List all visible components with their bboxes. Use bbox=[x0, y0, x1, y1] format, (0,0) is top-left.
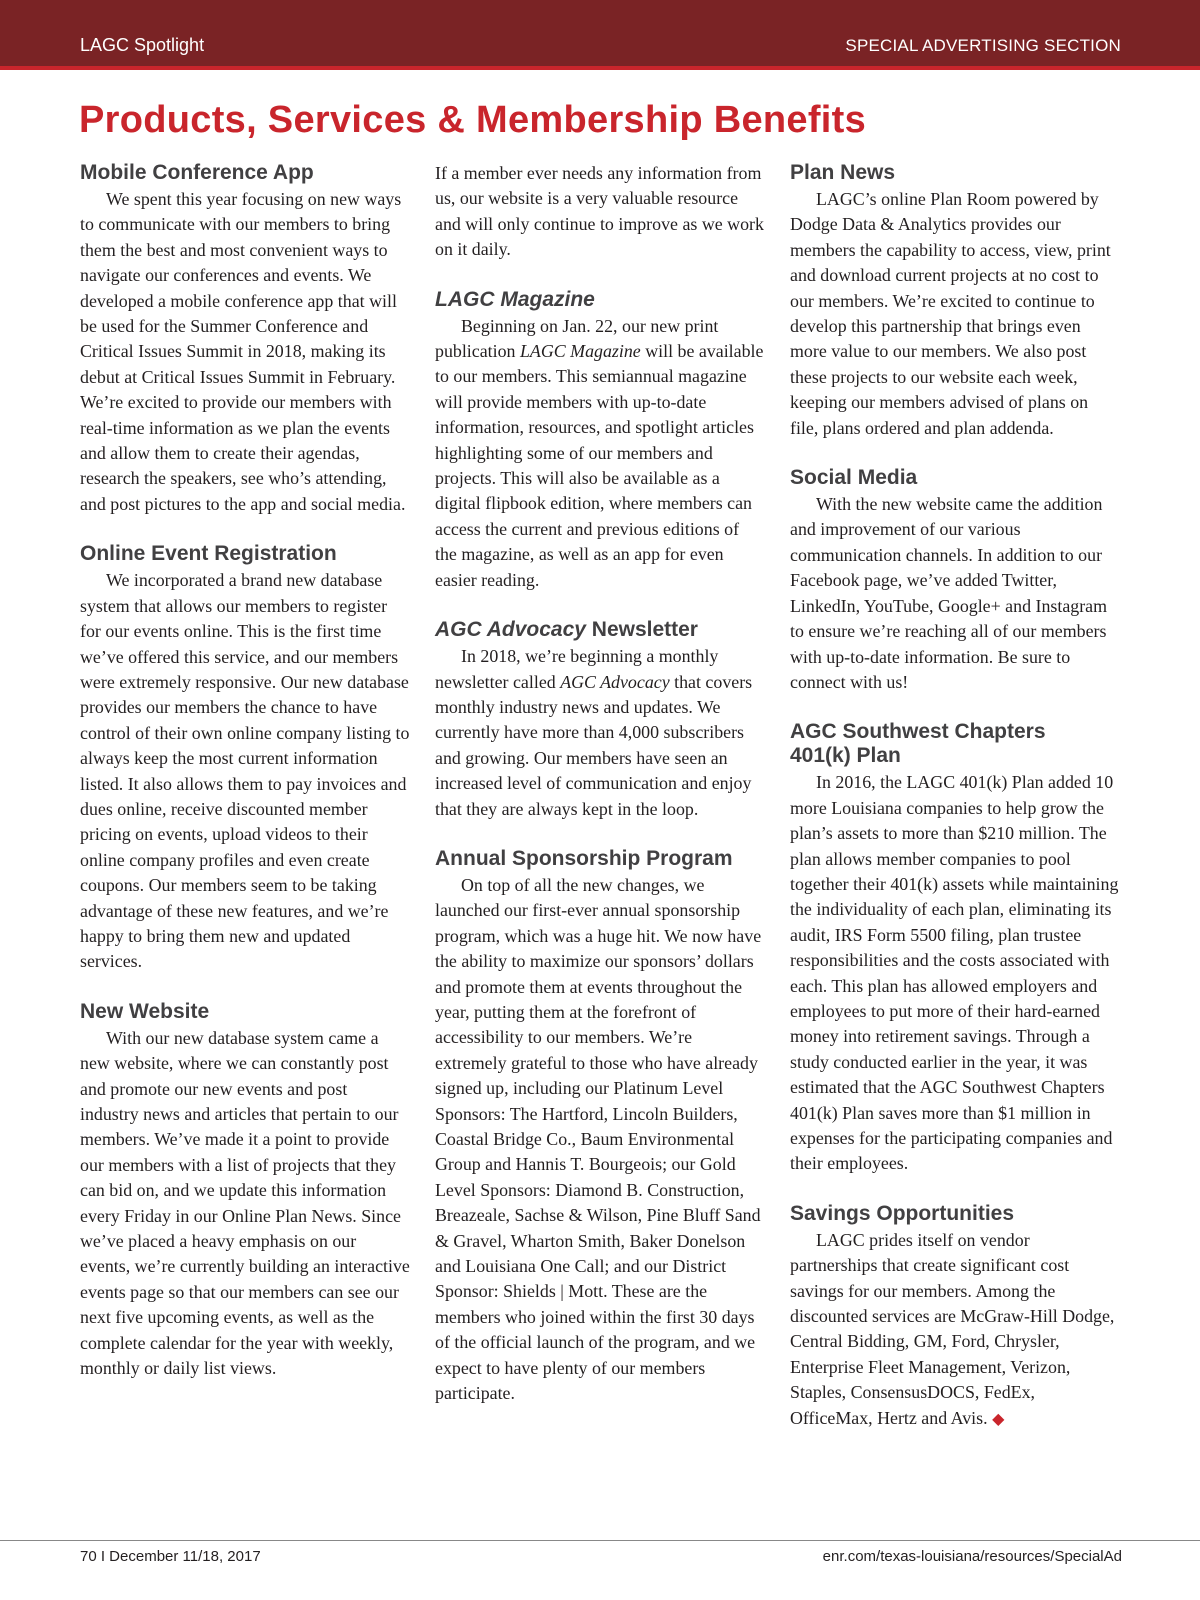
column-middle bbox=[435, 161, 765, 1406]
plan-401k-heading: AGC Southwest Chapters 401(k) Plan bbox=[790, 720, 1046, 768]
newsletter-body-part1: In 2018, we’re beginning a monthly newsletter called bbox=[435, 646, 719, 692]
advertising-label: SPECIAL ADVERTISING SECTION bbox=[845, 36, 1121, 55]
mobile-app-body: We spent this year focusing on new ways to communicate with our members to bring them the best and most convenient ways to navigate our conferences and events. We developed a mobile conference app that will be used for the Summer Conference and Critical Issues Summit in 2018, making its debut at Critical Issues Summit in February. We’re excited to provide our members with real-time information as we plan the events and allow them to create their agendas, research the speakers, see who’s attending, and post pictures to the app and social media. bbox=[80, 189, 406, 514]
new-website-body: With our new database system came a new website, where we can constantly post and promote our new events and post industry news and articles that pertain to our members. We’ve made it a point to provide our members with a list of projects that they can bid on, and we update this information every Friday in our Online Plan News. Since we’ve placed a heavy emphasis on our events, we’re currently building an interactive events page so that our members can see our next five upcoming events, as well as the complete calendar for the year with weekly, monthly or daily list views. bbox=[80, 1027, 410, 1379]
end-mark-icon: ◆ bbox=[992, 1410, 1005, 1428]
newsletter-body-part2: that covers monthly industry news and updates. We currently have more than 4,000 subscribers and growing. Our members have seen an increased level of communication and enjoy that they are always kept in the loop. bbox=[435, 671, 753, 819]
column-left bbox=[80, 161, 410, 1381]
magazine-body bbox=[435, 314, 765, 593]
sponsorship-heading: Annual Sponsorship Program bbox=[435, 846, 733, 870]
online-registration-body: We incorporated a brand new database system that allows our members to register for our events online. This is the first time we’ve offered this service, and our members were extremely responsive. Our new database provides our members the chance to have control of their own online company listing to always keep the most current information listed. It also allows them to pay invoices and dues online, receive discounted member pricing on events, upload videos to their online company profiles and even create coupons. Our members seem to be taking advantage of these new features, and we’re happy to bring them new and updated services. bbox=[80, 570, 410, 972]
plan-401k-body: In 2016, the LAGC 401(k) Plan added 10 more Louisiana companies to help grow the plan’s assets to more than $210 million. The plan allows member companies to pool together their 401(k) assets while maintaining the individuality of each plan, eliminating its audit, IRS Form 5500 filing, plan trustee responsibilities and the costs associated with each. This plan has allowed employers and employees to put more of their hard-earned money into retirement savings. Through a study conducted earlier in the year, it was estimated that the AGC Southwest Chapters 401(k) Plan saves more than $1 million in expenses for the participating companies and their employees. bbox=[790, 772, 1119, 1174]
savings-body bbox=[790, 1228, 1120, 1432]
magazine-body-part2: will be available to our members. This semiannual magazine will provide members with up-to-date information, resources, and spotlight articles highlighting some of our members and projects. This will also be available as a digital flipbook edition, where members can access the current and previous editions of the magazine, as well as an app for even easier reading. bbox=[435, 341, 764, 590]
footer-url: enr.com/texas-louisiana/resources/SpecialAd bbox=[822, 1548, 1122, 1565]
header-divider bbox=[0, 66, 1200, 70]
mobile-app-heading: Mobile Conference App bbox=[80, 161, 314, 184]
savings-body-text: LAGC prides itself on vendor partnerships that create significant cost savings for our members. Among the discounted services are McGraw-Hill Dodge, Central Bidding, GM, Ford, Chrysler, Enterprise Fleet Management, Verizon, Staples, ConsensusDOCS, FedEx, OfficeMax, Hertz and Avis. bbox=[790, 1229, 1115, 1428]
magazine-heading-text: LAGC Magazine bbox=[435, 287, 595, 311]
section-label: LAGC Spotlight bbox=[80, 35, 205, 55]
sponsorship-body: On top of all the new changes, we launched our first-ever annual sponsorship program, which was a huge hit. We now have the ability to maximize our sponsors’ dollars and promote them at events throughout the year, putting them at the forefront of accessibility to our members. We’re extremely grateful to those who have already signed up, including our Platinum Level Sponsors: The Hartford, Lincoln Builders, Coastal Bridge Co., Baum Environmental Group and Hannis T. Bourgeois; our Gold Level Sponsors: Diamond B. Construction, Breazeale, Sachse & Wilson, Pine Bluff Sand & Gravel, Wharton Smith, Baker Donelson and Louisiana One Call; and our District Sponsor: Shields | Mott. These are the members who joined within the first 30 days of the official launch of the program, and we expect to have plenty of our members participate. bbox=[435, 874, 762, 1404]
newsletter-heading-italic: AGC Advocacy bbox=[435, 618, 586, 642]
savings-heading: Savings Opportunities bbox=[790, 1201, 1015, 1225]
newsletter-body bbox=[435, 644, 765, 822]
social-media-body: With the new website came the addition and improvement of our various communication channels. In addition to our Facebook page, we’ve added Twitter, LinkedIn, YouTube, Google+ and Instagram to ensure we’re reaching all of our members with up-to-date information. Be sure to connect with us! bbox=[790, 494, 1108, 692]
magazine-heading bbox=[435, 288, 765, 312]
magazine-body-part1: Beginning on Jan. 22, our new print publication bbox=[435, 315, 719, 362]
header-band bbox=[0, 0, 1200, 66]
newsletter-heading-rest: Newsletter bbox=[585, 618, 698, 642]
newsletter-body-title: AGC Advocacy bbox=[560, 671, 670, 692]
plan-news-body: LAGC’s online Plan Room powered by Dodge Data & Analytics provides our members the capability to access, view, print and download current projects at no cost to our members. We’re excited to continue to develop this partnership that brings even more value to our members. We also post these projects to our website each week, keeping our members advised of plans on file, plans ordered and plan addenda. bbox=[790, 189, 1111, 438]
column-right bbox=[790, 161, 1120, 1432]
plan-news-heading: Plan News bbox=[790, 161, 896, 184]
footer-divider bbox=[0, 1540, 1200, 1541]
new-website-body-continued: If a member ever needs any information from us, our website is a very valuable resource and will only continue to improve as we work on it daily. bbox=[435, 163, 764, 260]
new-website-heading: New Website bbox=[80, 999, 210, 1023]
online-registration-heading: Online Event Registration bbox=[80, 542, 337, 566]
newsletter-heading bbox=[435, 618, 765, 642]
social-media-heading: Social Media bbox=[790, 466, 918, 490]
magazine-body-title: LAGC Magazine bbox=[519, 341, 641, 362]
page-title: Products, Services & Membership Benefits bbox=[79, 99, 867, 141]
page-folio: 70 I December 11/18, 2017 bbox=[80, 1548, 261, 1565]
